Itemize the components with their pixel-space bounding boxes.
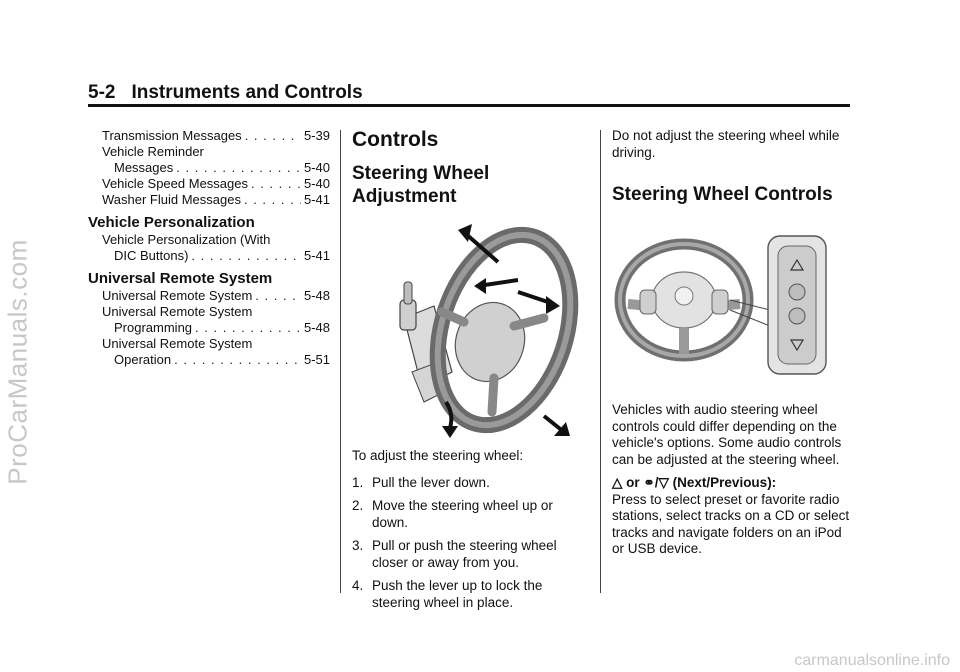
chapter-title: Instruments and Controls — [131, 82, 363, 103]
toc-leader-dots — [255, 288, 301, 304]
step-number: 2. — [352, 498, 364, 513]
step-text: Push the lever up to lock the steering wheel in place. — [372, 578, 543, 610]
steering-controls-column — [612, 128, 852, 558]
toc-entry-title: Universal Remote System — [102, 288, 253, 303]
next-previous-label: (Next/Previous): — [672, 475, 777, 490]
step-number: 4. — [352, 578, 364, 593]
controls-column — [352, 128, 590, 618]
favorite-icon: ⚭ — [643, 475, 655, 490]
toc-entry-title: Messages — [114, 160, 174, 175]
steering-controls-illustration — [612, 230, 852, 380]
step-text: Move the steering wheel up or down. — [372, 498, 553, 530]
swc-paragraph: Vehicles with audio steering wheel controls could differ depending on the vehicle's options. Some audio controls can be adjusted at the steering wheel. — [612, 402, 842, 467]
page-header — [88, 82, 363, 104]
toc-entry-title: Transmission Messages — [102, 128, 242, 143]
toc-entry-title: Operation — [114, 352, 172, 367]
header-rule — [88, 104, 850, 107]
toc-leader-dots — [191, 248, 301, 264]
up-arrow-icon: △ — [612, 475, 623, 490]
toc-entry — [88, 176, 330, 192]
adjust-step — [352, 475, 590, 492]
toc-leader-dots — [244, 192, 301, 208]
toc-entry — [88, 352, 330, 368]
toc-entry — [88, 160, 330, 176]
next-previous-description: Press to select preset or favorite radio stations, select tracks on a CD or select tracks and navigate folders on an iPod or USB device. — [612, 491, 850, 556]
toc-leader-dots — [251, 176, 301, 192]
subsection-title-line2: Adjustment — [352, 186, 457, 207]
bottom-watermark: carmanualsonline.info — [794, 652, 950, 669]
toc-entry-title: DIC Buttons) — [114, 248, 189, 263]
toc-heading: Vehicle Personalization — [88, 214, 255, 231]
adjust-intro: To adjust the steering wheel: — [352, 448, 524, 463]
steering-wheel-adjust-icon — [394, 222, 584, 440]
down-arrow-icon: ▽ — [658, 475, 669, 490]
steering-adjust-illustration — [394, 222, 584, 440]
toc-entry-page: 5-48 — [303, 320, 330, 335]
toc-entry — [88, 248, 330, 264]
toc-text-line: Universal Remote System — [102, 336, 253, 351]
subsection-title-line1: Steering Wheel — [352, 163, 490, 184]
side-watermark-text: ProCarManuals.com — [2, 239, 33, 485]
toc-text-line: Universal Remote System — [102, 304, 253, 319]
toc-entry-page: 5-41 — [303, 192, 330, 207]
steering-wheel-controls-icon — [612, 230, 852, 380]
adjust-step — [352, 498, 590, 531]
next-previous-entry — [612, 475, 852, 558]
toc-text-line: Vehicle Personalization (With — [102, 232, 271, 247]
toc-leader-dots — [176, 160, 301, 176]
step-text: Pull the lever down. — [372, 474, 490, 490]
toc-entry-page: 5-41 — [303, 248, 330, 263]
toc-entry-page: 5-48 — [303, 288, 330, 303]
toc-entry-title: Vehicle Speed Messages — [102, 176, 248, 191]
adjust-step — [352, 538, 590, 571]
adjust-steps — [352, 475, 590, 612]
toc-leader-dots — [245, 128, 301, 144]
or-text: or — [626, 475, 640, 490]
toc-entry — [88, 288, 330, 304]
toc-heading: Universal Remote System — [88, 270, 273, 287]
toc-leader-dots — [174, 352, 301, 368]
section-title: Controls — [352, 128, 439, 151]
adjust-step — [352, 578, 590, 611]
warning-text: Do not adjust the steering wheel while driving. — [612, 128, 840, 160]
toc-entry-title: Washer Fluid Messages — [102, 192, 241, 207]
step-number: 3. — [352, 538, 364, 553]
toc-entry-page: 5-51 — [303, 352, 330, 367]
toc-entry-page: 5-40 — [303, 160, 330, 175]
swc-title: Steering Wheel Controls — [612, 184, 833, 205]
column-divider-left — [340, 130, 341, 593]
toc-entry — [88, 192, 330, 208]
toc-entry — [88, 128, 330, 144]
step-number: 1. — [352, 474, 364, 490]
toc-entry-title: Programming — [114, 320, 193, 335]
page-number: 5-2 — [88, 82, 116, 103]
step-text: Pull or push the steering wheel closer or away from you. — [372, 538, 557, 570]
toc-text-line: Vehicle Reminder — [102, 144, 204, 159]
toc-list — [88, 128, 330, 368]
toc-entry-page: 5-40 — [303, 176, 330, 191]
toc-leader-dots — [195, 320, 301, 336]
toc-entry — [88, 320, 330, 336]
column-divider-right — [600, 130, 601, 593]
toc-entry-page: 5-39 — [303, 128, 330, 143]
slash-text: / — [654, 475, 659, 490]
